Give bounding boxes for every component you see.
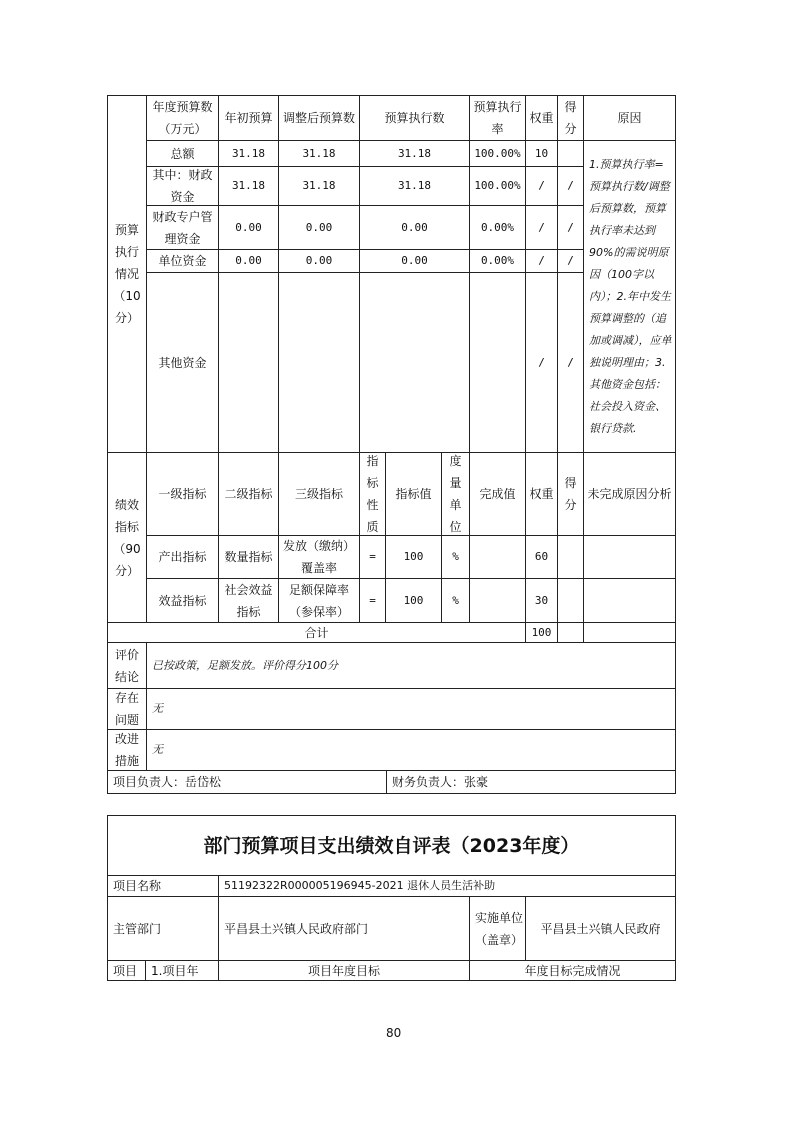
- budget-cell-rate: [469, 272, 526, 453]
- budget-cell-weight: /: [525, 166, 558, 206]
- total-score: [557, 622, 584, 643]
- budget-cell-name: 其他资金: [146, 272, 219, 453]
- budget-cell-adjusted: 0.00: [278, 205, 360, 250]
- reason-note: 1.预算执行率=预算执行数/调整后预算数，预算执行率未达到90%的需说明原因（100字以内）；2.年中发生预算调整的（追加或调减），应单独说明理由；3.其他资金包括：社会投入资金、银行贷款.: [583, 140, 676, 453]
- dept: 平昌县土兴镇人民政府部门: [218, 896, 470, 961]
- improve-label: 改进措施: [107, 729, 147, 771]
- budget-cell-weight: /: [525, 272, 558, 453]
- perf-cell-unit: %: [441, 578, 470, 623]
- form-title: 部门预算项目支出绩效自评表（2023年度）: [107, 815, 676, 876]
- perf-cell-score: [557, 578, 584, 623]
- completion-label: 年度目标完成情况: [469, 960, 676, 981]
- budget-cell-executed: 31.18: [359, 140, 470, 167]
- perf-header-cell: 一级指标: [146, 452, 219, 536]
- problems-label: 存在问题: [107, 688, 147, 730]
- perf-cell-l3: 发放（缴纳）覆盖率: [278, 535, 360, 579]
- header-rate: 预算执行率: [469, 95, 526, 141]
- budget-cell-executed: 31.18: [359, 166, 470, 206]
- budget-cell-executed: 0.00: [359, 205, 470, 250]
- perf-cell-score: [557, 535, 584, 579]
- header-reason: 原因: [583, 95, 676, 141]
- budget-cell-rate: 0.00%: [469, 249, 526, 273]
- budget-cell-score: /: [557, 205, 584, 250]
- budget-cell-initial: 0.00: [218, 249, 279, 273]
- budget-cell-name: 财政专户管理资金: [146, 205, 219, 250]
- header-initial: 年初预算: [218, 95, 279, 141]
- total-reason: [583, 622, 676, 643]
- budget-cell-weight: 10: [525, 140, 558, 167]
- header-annual-budget: 年度预算数（万元）: [146, 95, 219, 141]
- perf-cell-value: 100: [385, 535, 442, 579]
- budget-cell-initial: 0.00: [218, 205, 279, 250]
- perf-header-cell: 度量单位: [441, 452, 470, 536]
- budget-cell-rate: 100.00%: [469, 140, 526, 167]
- perf-cell-weight: 30: [525, 578, 558, 623]
- perf-header-cell: 得分: [557, 452, 584, 536]
- perf-cell-l2: 社会效益指标: [218, 578, 279, 623]
- budget-cell-executed: 0.00: [359, 249, 470, 273]
- perf-header-cell: 指标性质: [359, 452, 386, 536]
- budget-cell-rate: 0.00%: [469, 205, 526, 250]
- perf-cell-value: 100: [385, 578, 442, 623]
- improve-text: 无: [146, 729, 676, 771]
- perf-header-cell: 三级指标: [278, 452, 360, 536]
- total-label: 合计: [107, 622, 526, 643]
- perf-cell-nature: =: [359, 535, 386, 579]
- perf-cell-unit: %: [441, 535, 470, 579]
- perf-cell-weight: 60: [525, 535, 558, 579]
- budget-cell-name: 其中：财政资金: [146, 166, 219, 206]
- perf-cell-l3: 足额保障率（参保率）: [278, 578, 360, 623]
- total-weight: 100: [525, 622, 558, 643]
- budget-cell-score: /: [557, 272, 584, 453]
- project-lead: 项目负责人：岳岱松: [107, 770, 387, 794]
- perf-cell-reason: [583, 578, 676, 623]
- budget-cell-score: /: [557, 166, 584, 206]
- project-name-label: 项目名称: [107, 875, 219, 897]
- budget-cell-rate: 100.00%: [469, 166, 526, 206]
- project-row-sub: 1.项目年: [145, 960, 219, 981]
- project-row-label: 项目: [107, 960, 146, 981]
- conclusion-label: 评价结论: [107, 642, 147, 689]
- budget-cell-score: [557, 140, 584, 167]
- budget-cell-weight: /: [525, 249, 558, 273]
- impl-label: 实施单位（盖章）: [469, 896, 526, 961]
- finance-lead: 财务负责人：张豪: [386, 770, 676, 794]
- perf-header-cell: 二级指标: [218, 452, 279, 536]
- budget-cell-executed: [359, 272, 470, 453]
- header-adjusted: 调整后预算数: [278, 95, 360, 141]
- page-number: 80: [386, 1026, 402, 1040]
- budget-cell-adjusted: 31.18: [278, 166, 360, 206]
- perf-header-cell: 完成值: [469, 452, 526, 536]
- dept-label: 主管部门: [107, 896, 219, 961]
- impl-unit: 平昌县土兴镇人民政府: [525, 896, 676, 961]
- project-name: 51192322R000005196945-2021 退休人员生活补助: [218, 875, 676, 897]
- perf-cell-done: [469, 578, 526, 623]
- budget-cell-name: 总额: [146, 140, 219, 167]
- conclusion-text: 已按政策，足额发放。评价得分100分: [146, 642, 676, 689]
- perf-cell-reason: [583, 535, 676, 579]
- budget-cell-name: 单位资金: [146, 249, 219, 273]
- header-score: 得分: [557, 95, 584, 141]
- perf-cell-l1: 效益指标: [146, 578, 219, 623]
- problems-text: 无: [146, 688, 676, 730]
- budget-cell-initial: [218, 272, 279, 453]
- perf-header-cell: 指标值: [385, 452, 442, 536]
- perf-header-cell: 权重: [525, 452, 558, 536]
- budget-cell-adjusted: 0.00: [278, 249, 360, 273]
- header-executed: 预算执行数: [359, 95, 470, 141]
- budget-cell-adjusted: [278, 272, 360, 453]
- budget-section-label: 预算执行情况（10分）: [107, 95, 147, 453]
- budget-cell-weight: /: [525, 205, 558, 250]
- perf-header-cell: 未完成原因分析: [583, 452, 676, 536]
- budget-cell-initial: 31.18: [218, 166, 279, 206]
- performance-section-label: 绩效指标（90分）: [107, 452, 147, 623]
- perf-cell-nature: =: [359, 578, 386, 623]
- goal-label: 项目年度目标: [218, 960, 470, 981]
- budget-cell-adjusted: 31.18: [278, 140, 360, 167]
- budget-cell-score: /: [557, 249, 584, 273]
- budget-cell-initial: 31.18: [218, 140, 279, 167]
- perf-cell-done: [469, 535, 526, 579]
- perf-cell-l2: 数量指标: [218, 535, 279, 579]
- perf-cell-l1: 产出指标: [146, 535, 219, 579]
- header-weight: 权重: [525, 95, 558, 141]
